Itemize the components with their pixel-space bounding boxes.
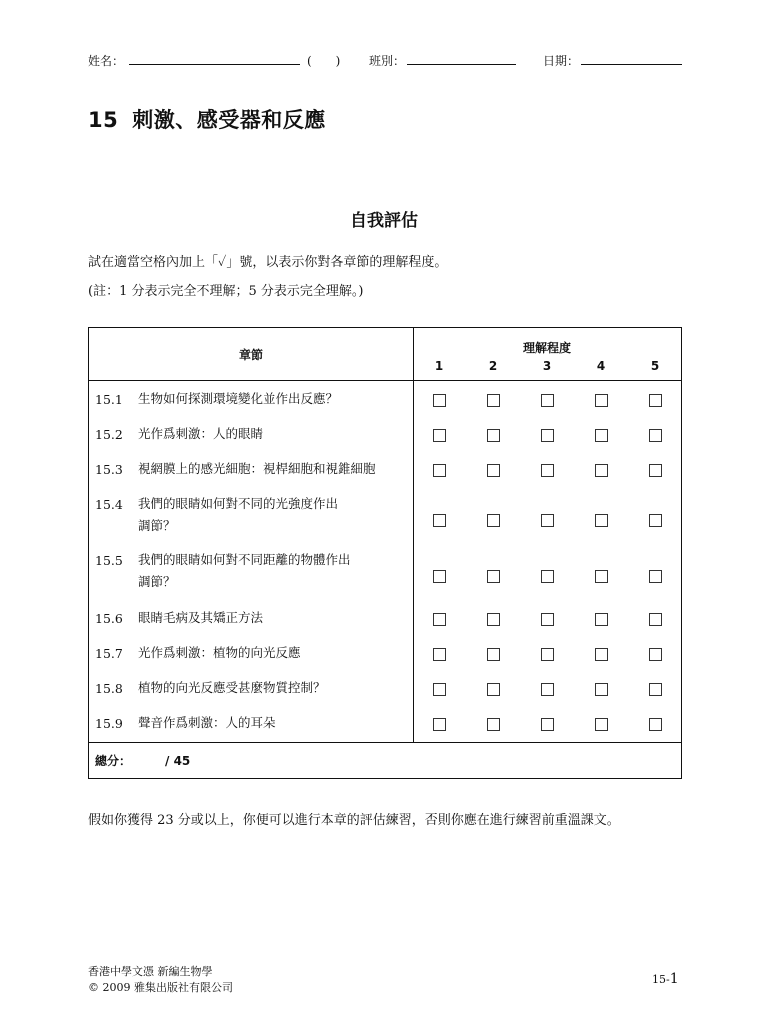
level-header-5: 5 (650, 359, 660, 373)
column-divider (413, 328, 414, 742)
rating-checkbox-1[interactable] (433, 570, 446, 583)
rating-checkbox-3[interactable] (541, 648, 554, 661)
rating-checkbox-4[interactable] (595, 429, 608, 442)
row-topic (138, 458, 410, 480)
rating-checkbox-3[interactable] (541, 464, 554, 477)
rating-checkbox-3[interactable] (541, 429, 554, 442)
rating-checkbox-2[interactable] (487, 570, 500, 583)
rating-checkbox-2[interactable] (487, 613, 500, 626)
row-topic (138, 712, 410, 734)
self-assessment-table (88, 327, 682, 779)
name-field[interactable] (129, 64, 300, 65)
instruction-line-2: (註：1 分表示完全不理解；5 分表示完全理解。) (88, 284, 364, 299)
row-topic-line: 生物如何探測環境變化並作出反應？ (138, 391, 339, 406)
row-topic-line: 調節？ (138, 574, 176, 589)
rating-checkbox-3[interactable] (541, 613, 554, 626)
rating-checkbox-1[interactable] (433, 648, 446, 661)
row-number: 15.9 (95, 716, 123, 731)
rating-checkbox-4[interactable] (595, 570, 608, 583)
row-topic-line: 我們的眼睛如何對不同距離的物體作出 (138, 552, 351, 567)
publisher-line-1: 香港中學文憑 新編生物學 (88, 965, 213, 978)
row-topic (138, 677, 410, 699)
page-digit: 1 (669, 971, 679, 987)
row-topic-line: 光作爲刺激：人的眼睛 (138, 426, 264, 441)
row-topic (138, 423, 410, 445)
row-number: 15.3 (95, 462, 123, 477)
rating-checkbox-1[interactable] (433, 613, 446, 626)
rating-checkbox-2[interactable] (487, 683, 500, 696)
row-number: 15.6 (95, 611, 123, 626)
chapter-title (88, 104, 326, 134)
rating-checkbox-5[interactable] (649, 514, 662, 527)
assessment-note: 假如你獲得 23 分或以上，你便可以進行本章的評估練習，否則你應在進行練習前重溫課文。 (88, 813, 620, 828)
class-label: 班別： (369, 54, 406, 68)
date-field[interactable] (581, 64, 682, 65)
date-label: 日期： (543, 54, 580, 68)
rating-checkbox-4[interactable] (595, 464, 608, 477)
student-info-header (88, 50, 682, 70)
chapter-column-header: 章節 (238, 348, 263, 362)
rating-checkbox-5[interactable] (649, 613, 662, 626)
rating-checkbox-3[interactable] (541, 514, 554, 527)
rating-checkbox-4[interactable] (595, 683, 608, 696)
level-header-3: 3 (542, 359, 552, 373)
rating-checkbox-4[interactable] (595, 394, 608, 407)
row-number: 15.5 (95, 553, 123, 568)
level-header-2: 2 (488, 359, 498, 373)
row-topic-line: 我們的眼睛如何對不同的光強度作出 (138, 496, 339, 511)
row-topic (138, 493, 410, 537)
rating-checkbox-1[interactable] (433, 429, 446, 442)
section-title: 自我評估 (350, 211, 418, 231)
rating-checkbox-2[interactable] (487, 394, 500, 407)
rating-checkbox-4[interactable] (595, 648, 608, 661)
rating-checkbox-1[interactable] (433, 683, 446, 696)
rating-checkbox-4[interactable] (595, 514, 608, 527)
rating-checkbox-5[interactable] (649, 429, 662, 442)
rating-checkbox-3[interactable] (541, 570, 554, 583)
chapter-name: 刺激、感受器和反應 (132, 108, 326, 132)
rating-checkbox-2[interactable] (487, 429, 500, 442)
row-topic-line: 聲音作爲刺激：人的耳朵 (138, 715, 276, 730)
class-number-field[interactable]: ( ) (307, 54, 341, 68)
row-topic-line: 調節？ (138, 518, 176, 533)
row-topic-line: 眼睛毛病及其矯正方法 (138, 610, 264, 625)
row-topic (138, 607, 410, 629)
name-label: 姓名： (88, 54, 125, 68)
row-number: 15.2 (95, 427, 123, 442)
row-topic-line: 視網膜上的感光細胞：視桿細胞和視錐細胞 (138, 461, 376, 476)
publisher-line-2: © 2009 雅集出版社有限公司 (88, 981, 233, 994)
total-max: / 45 (165, 754, 191, 768)
rating-checkbox-5[interactable] (649, 394, 662, 407)
rating-checkbox-1[interactable] (433, 718, 446, 731)
rating-checkbox-5[interactable] (649, 464, 662, 477)
row-topic (138, 388, 410, 410)
instruction-line-1: 試在適當空格內加上「✓」號，以表示你對各章節的理解程度。 (88, 255, 448, 270)
rating-checkbox-5[interactable] (649, 570, 662, 583)
row-number: 15.7 (95, 646, 123, 661)
page-number (652, 971, 679, 987)
rating-checkbox-1[interactable] (433, 514, 446, 527)
rating-checkbox-1[interactable] (433, 394, 446, 407)
rating-checkbox-2[interactable] (487, 514, 500, 527)
total-label: 總分： (95, 754, 132, 768)
page-prefix: 15- (652, 973, 670, 986)
rating-checkbox-2[interactable] (487, 718, 500, 731)
rating-checkbox-1[interactable] (433, 464, 446, 477)
total-divider (89, 742, 681, 743)
rating-checkbox-5[interactable] (649, 718, 662, 731)
publisher-info (88, 964, 233, 996)
rating-checkbox-2[interactable] (487, 464, 500, 477)
rating-checkbox-2[interactable] (487, 648, 500, 661)
row-number: 15.1 (95, 392, 123, 407)
total-score (95, 752, 190, 769)
row-number: 15.4 (95, 497, 123, 512)
header-divider (89, 380, 681, 381)
class-field[interactable] (407, 64, 516, 65)
understanding-level-header: 理解程度 (522, 341, 571, 355)
row-topic-line: 植物的向光反應受甚麼物質控制？ (138, 680, 326, 695)
row-topic (138, 549, 410, 593)
rating-checkbox-3[interactable] (541, 683, 554, 696)
rating-checkbox-3[interactable] (541, 394, 554, 407)
rating-checkbox-5[interactable] (649, 648, 662, 661)
level-header-4: 4 (596, 359, 606, 373)
row-topic (138, 642, 410, 664)
rating-checkbox-5[interactable] (649, 683, 662, 696)
level-header-1: 1 (434, 359, 444, 373)
row-topic-line: 光作爲刺激：植物的向光反應 (138, 645, 301, 660)
rating-checkbox-3[interactable] (541, 718, 554, 731)
chapter-number: 15 (88, 108, 119, 132)
rating-checkbox-4[interactable] (595, 718, 608, 731)
row-number: 15.8 (95, 681, 123, 696)
rating-checkbox-4[interactable] (595, 613, 608, 626)
